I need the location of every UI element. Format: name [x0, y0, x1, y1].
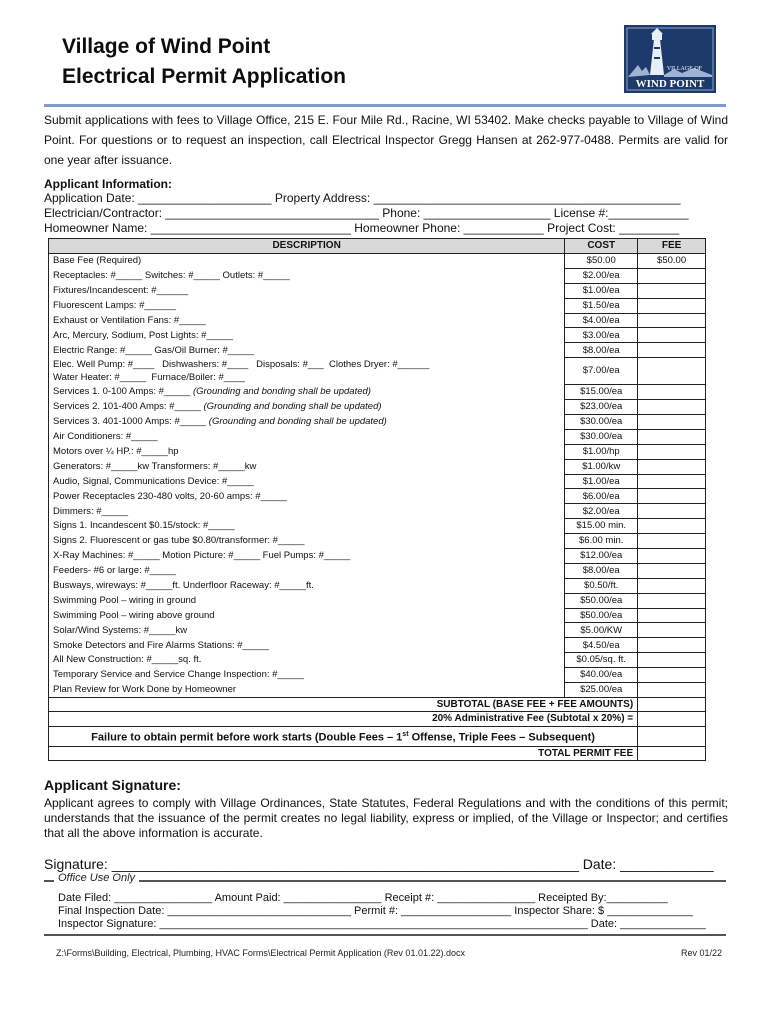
fee-row-description[interactable]: Elec. Well Pump: #____ Dishwashers: #____ Disposals: #___ Clothes Dryer: #______ Water Heater: #_____ Furnace/Boiler: #____	[49, 358, 565, 385]
fee-row-description[interactable]: Generators: #_____kw Transformers: #_____kw	[49, 459, 565, 474]
fee-row-cost: $0.50/ft.	[565, 578, 638, 593]
fee-row	[49, 268, 706, 283]
fee-row-description[interactable]: Signs 1. Incandescent $0.15/stock: #_____	[49, 519, 565, 534]
signature-line[interactable]: Signature: ____________________________________________________________ Date: ____________	[44, 856, 714, 872]
fee-row-fee[interactable]	[638, 638, 706, 653]
fee-row-description[interactable]: Power Receptacles 230-480 volts, 20-60 amps: #_____	[49, 489, 565, 504]
fee-row-cost: $0.05/sq. ft.	[565, 653, 638, 668]
fee-row	[49, 489, 706, 504]
fee-row-fee[interactable]	[638, 429, 706, 444]
fee-row-cost: $30.00/ea	[565, 415, 638, 430]
fee-row-description[interactable]: Services 1. 0-100 Amps: #_____ (Grounding and bonding shall be updated)	[49, 385, 565, 400]
fee-row	[49, 593, 706, 608]
fee-row-cost: $30.00/ea	[565, 429, 638, 444]
fee-row-fee[interactable]	[638, 385, 706, 400]
fee-row-description[interactable]: Solar/Wind Systems: #_____kw	[49, 623, 565, 638]
fee-row	[49, 623, 706, 638]
fee-row-fee[interactable]	[638, 578, 706, 593]
fee-row-description[interactable]: Receptacles: #_____ Switches: #_____ Outlets: #_____	[49, 268, 565, 283]
village-title: Village of Wind Point	[62, 35, 271, 58]
fee-row-cost: $8.00/ea	[565, 343, 638, 358]
fee-row-cost: $2.00/ea	[565, 268, 638, 283]
fee-row-cost: $23.00/ea	[565, 400, 638, 415]
fee-row-description[interactable]: Fluorescent Lamps: #______	[49, 298, 565, 313]
fee-rows	[49, 254, 706, 698]
fee-row-fee[interactable]	[638, 415, 706, 430]
fee-row-description[interactable]: Motors over ¼ HP.: #_____hp	[49, 444, 565, 459]
fee-row-fee[interactable]	[638, 534, 706, 549]
fee-row	[49, 519, 706, 534]
signature-heading: Applicant Signature:	[44, 777, 181, 793]
fee-row	[49, 578, 706, 593]
fee-row	[49, 328, 706, 343]
fee-row-cost: $1.00/ea	[565, 474, 638, 489]
fee-row-fee[interactable]	[638, 400, 706, 415]
fee-row-fee[interactable]	[638, 358, 706, 385]
fee-row-description[interactable]: Smoke Detectors and Fire Alarms Stations: #_____	[49, 638, 565, 653]
grounding-note: (Grounding and bonding shall be updated)	[203, 401, 382, 413]
fee-row-fee[interactable]	[638, 504, 706, 519]
fee-row-description[interactable]: Base Fee (Required)	[49, 254, 565, 269]
office-bottom-rule	[44, 934, 726, 936]
fee-row	[49, 400, 706, 415]
form-title: Electrical Permit Application	[62, 65, 346, 88]
subtotal-label: SUBTOTAL (BASE FEE + FEE AMOUNTS)	[49, 697, 638, 712]
fee-row	[49, 429, 706, 444]
fee-row	[49, 653, 706, 668]
fee-row-description[interactable]: Plan Review for Work Done by Homeowner	[49, 683, 565, 698]
village-logo	[624, 25, 716, 93]
fee-row	[49, 474, 706, 489]
office-use-section	[44, 872, 726, 940]
fee-header: FEE	[638, 239, 706, 254]
signature-section	[44, 776, 728, 873]
fee-row-cost: $1.00/kw	[565, 459, 638, 474]
fee-row-fee[interactable]	[638, 519, 706, 534]
fee-row-description[interactable]: Swimming Pool – wiring in ground	[49, 593, 565, 608]
admin-fee-cell[interactable]	[638, 712, 706, 727]
total-permit-fee-label: TOTAL PERMIT FEE	[49, 746, 638, 761]
fee-row	[49, 683, 706, 698]
fee-row	[49, 638, 706, 653]
office-top-rule	[44, 880, 726, 882]
fee-row-fee[interactable]	[638, 298, 706, 313]
subtotal-fee-cell[interactable]	[638, 697, 706, 712]
fee-row-fee[interactable]	[638, 623, 706, 638]
fee-row-description[interactable]: Audio, Signal, Communications Device: #_____	[49, 474, 565, 489]
fee-row-description[interactable]: X-Ray Machines: #_____ Motion Picture: #_____ Fuel Pumps: #_____	[49, 549, 565, 564]
fee-row	[49, 298, 706, 313]
fee-row-description[interactable]: Air Conditioners: #_____	[49, 429, 565, 444]
fee-row-description[interactable]: Signs 2. Fluorescent or gas tube $0.80/transformer: #_____	[49, 534, 565, 549]
fee-table	[48, 238, 706, 761]
fee-row	[49, 415, 706, 430]
fee-row-fee[interactable]	[638, 328, 706, 343]
fee-row-cost: $1.00/hp	[565, 444, 638, 459]
fee-row-cost: $12.00/ea	[565, 549, 638, 564]
penalty-fee-cell[interactable]	[638, 726, 706, 746]
admin-fee-label: 20% Administrative Fee (Subtotal x 20%) =	[49, 712, 638, 727]
fee-row-fee[interactable]	[638, 283, 706, 298]
office-line-inspector-signature[interactable]: Inspector Signature: ______________________________________________________________________ Date: ______________	[58, 918, 706, 930]
logo-text-small: VILLAGE OF	[666, 66, 702, 72]
fee-row-fee[interactable]	[638, 653, 706, 668]
fee-row-description[interactable]: Swimming Pool – wiring above ground	[49, 608, 565, 623]
fee-row-description[interactable]: All New Construction: #_____sq. ft.	[49, 653, 565, 668]
fee-row-fee[interactable]	[638, 608, 706, 623]
fee-row-description[interactable]: Arc, Mercury, Sodium, Post Lights: #_____	[49, 328, 565, 343]
fee-row-fee[interactable]	[638, 668, 706, 683]
applicant-info-heading: Applicant Information:	[44, 177, 172, 191]
fee-row-cost: $1.00/ea	[565, 283, 638, 298]
grounding-note: (Grounding and bonding shall be updated)	[208, 416, 387, 428]
fee-row-cost: $1.50/ea	[565, 298, 638, 313]
fee-row-cost: $15.00/ea	[565, 385, 638, 400]
office-line-final-inspection[interactable]: Final Inspection Date: ______________________________ Permit #: __________________ Inspector Share: $ ______________	[58, 905, 693, 917]
fee-row-cost: $7.00/ea	[565, 358, 638, 385]
fee-row-cost: $6.00 min.	[565, 534, 638, 549]
fee-row-description[interactable]: Services 3. 401-1000 Amps: #_____ (Grounding and bonding shall be updated)	[49, 415, 565, 430]
fee-row-cost: $5.00/KW	[565, 623, 638, 638]
total-permit-fee-cell[interactable]	[638, 746, 706, 761]
fee-row-cost: $50.00/ea	[565, 608, 638, 623]
grounding-note: (Grounding and bonding shall be updated)	[192, 386, 371, 398]
fee-row-description[interactable]: Dimmers: #_____	[49, 504, 565, 519]
homeowner-line[interactable]: Homeowner Name: ______________________________ Homeowner Phone: ____________ Project Cost: _________	[44, 221, 680, 235]
fee-row-description[interactable]: Exhaust or Ventilation Fans: #_____	[49, 313, 565, 328]
applicant-info-section	[44, 177, 726, 236]
cost-header: COST	[565, 239, 638, 254]
fee-row-cost: $6.00/ea	[565, 489, 638, 504]
fee-row-fee[interactable]	[638, 474, 706, 489]
fee-row	[49, 343, 706, 358]
fee-row-cost: $25.00/ea	[565, 683, 638, 698]
fee-row-cost: $40.00/ea	[565, 668, 638, 683]
fee-row	[49, 283, 706, 298]
footer-file-path: Z:\Forms\Building, Electrical, Plumbing, HVAC Forms\Electrical Permit Application (Rev 01.01.22).docx	[56, 948, 465, 958]
fee-row-fee[interactable]	[638, 313, 706, 328]
signature-agreement: Applicant agrees to comply with Village Ordinances, State Statutes, Federal Regulations and with the conditions of this permit; understands that the issuance of the permit creates no legal liability, express or implied, of the Village or Inspector; and certifies that all the above information is accurate.	[44, 796, 728, 840]
fee-row-fee[interactable]	[638, 563, 706, 578]
fee-row-cost: $4.50/ea	[565, 638, 638, 653]
application-date-line[interactable]: Application Date: ____________________ Property Address: ______________________________________________	[44, 191, 681, 205]
fee-row-cost: $50.00/ea	[565, 593, 638, 608]
fee-row-description[interactable]: Electric Range: #_____ Gas/Oil Burner: #_____	[49, 343, 565, 358]
fee-row	[49, 444, 706, 459]
fee-row-description[interactable]: Fixtures/Incandescent: #______	[49, 283, 565, 298]
fee-row-fee[interactable]	[638, 683, 706, 698]
fee-row-cost: $15.00 min.	[565, 519, 638, 534]
fee-row	[49, 459, 706, 474]
fee-row	[49, 608, 706, 623]
fee-row-cost: $50.00	[565, 254, 638, 269]
fee-row	[49, 563, 706, 578]
fee-row-fee[interactable]	[638, 549, 706, 564]
office-line-date-filed[interactable]: Date Filed: ________________ Amount Paid: ________________ Receipt #: ________________ Receipted By:__________	[58, 892, 668, 904]
fee-row	[49, 313, 706, 328]
fee-row-fee[interactable]	[638, 343, 706, 358]
fee-row	[49, 504, 706, 519]
fee-summary	[49, 697, 706, 760]
description-header: DESCRIPTION	[49, 239, 565, 254]
electrician-line[interactable]: Electrician/Contractor: ________________________________ Phone: ___________________ License #:____________	[44, 206, 689, 220]
fee-row	[49, 358, 706, 385]
fee-row-fee[interactable]	[638, 444, 706, 459]
fee-row-description[interactable]: Temporary Service and Service Change Inspection: #_____	[49, 668, 565, 683]
fee-row-description[interactable]: Busways, wireways: #_____ft. Underfloor Raceway: #_____ft.	[49, 578, 565, 593]
office-use-label: Office Use Only	[54, 872, 139, 884]
fee-row-fee[interactable]	[638, 593, 706, 608]
fee-row	[49, 534, 706, 549]
fee-row	[49, 385, 706, 400]
fee-row	[49, 668, 706, 683]
title-block	[62, 32, 582, 92]
failure-notice: Failure to obtain permit before work starts (Double Fees – 1st Offense, Triple Fees – Subsequent)	[49, 726, 638, 746]
fee-row-description[interactable]: Services 2. 101-400 Amps: #_____ (Grounding and bonding shall be updated)	[49, 400, 565, 415]
fee-row-fee[interactable]	[638, 489, 706, 504]
fee-row-cost: $3.00/ea	[565, 328, 638, 343]
fee-row-cost: $4.00/ea	[565, 313, 638, 328]
fee-row-fee[interactable]	[638, 459, 706, 474]
header-divider	[44, 104, 726, 107]
fee-row	[49, 549, 706, 564]
fee-row-fee[interactable]: $50.00	[638, 254, 706, 269]
fee-row-fee[interactable]	[638, 268, 706, 283]
fee-row-cost: $2.00/ea	[565, 504, 638, 519]
fee-row-description[interactable]: Feeders- #6 or large: #_____	[49, 563, 565, 578]
fee-row-cost: $8.00/ea	[565, 563, 638, 578]
intro-paragraph: Submit applications with fees to Village Office, 215 E. Four Mile Rd., Racine, WI 53402. Make checks payable to Village of Wind Point. For questions or to request an inspection, call Electrical Inspector Gregg Hansen at 262-977-0488. Permits are valid for one year after issuance.	[44, 113, 728, 167]
fee-row	[49, 254, 706, 269]
logo-text-large: WIND POINT	[635, 78, 705, 90]
footer-revision: Rev 01/22	[681, 948, 723, 958]
